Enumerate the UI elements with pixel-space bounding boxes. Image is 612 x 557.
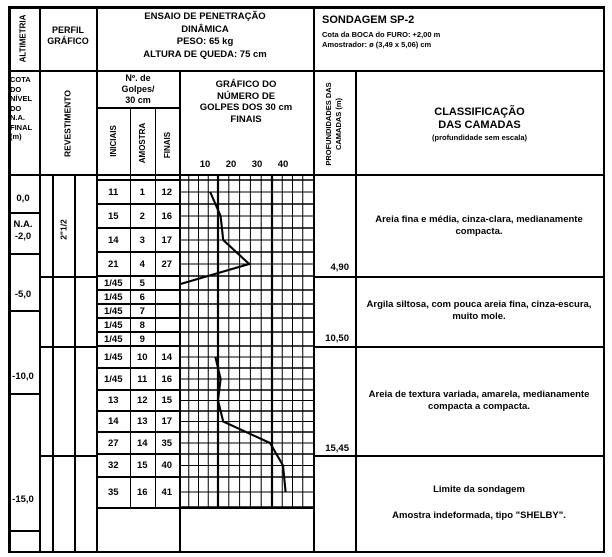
cell-finais-2: 16 bbox=[161, 210, 173, 222]
perfil-layer-line-2 bbox=[39, 455, 96, 457]
cell-iniciais-10: 1/45 bbox=[104, 351, 123, 363]
depth-scale-label-3: -5,0 bbox=[14, 289, 32, 300]
cell-iniciais-11: 1/45 bbox=[104, 373, 123, 385]
cell-amostra-11: 11 bbox=[137, 373, 148, 385]
cell-iniciais-13: 14 bbox=[107, 416, 119, 427]
cell-amostra-5: 5 bbox=[139, 277, 145, 289]
profundidades-header-text: PROFUNDIDADES DAS CAMADAS (m) bbox=[324, 82, 343, 166]
subcol-iniciais-header: INICIAIS bbox=[108, 125, 118, 157]
cota-nivel-na-header: COTA DO NÍVEL DO N.A. FINAL (m) bbox=[10, 75, 33, 141]
border-hline-1 bbox=[8, 70, 605, 72]
border-vline-5 bbox=[355, 71, 357, 552]
cell-iniciais-15: 32 bbox=[107, 460, 119, 471]
chart-tick-30: 30 bbox=[251, 159, 263, 170]
altimetria-header: ALTIMETRIA bbox=[18, 14, 28, 63]
layer-depth-1: 4,90 bbox=[330, 262, 349, 273]
classificacao-subtitle: (profundidade sem escala) bbox=[431, 133, 528, 142]
cell-amostra-10: 10 bbox=[136, 351, 148, 363]
perfil-grafico-header: PERFIL GRÁFICO bbox=[47, 25, 89, 46]
perfil-layer-line-1 bbox=[39, 346, 96, 348]
layer-description-text: Argila siltosa, com pouca areia fina, cinza-escura, muito mole. bbox=[366, 299, 592, 322]
chart-tick-40: 40 bbox=[277, 159, 289, 170]
cell-finais-15: 40 bbox=[161, 460, 173, 471]
ensaio-penetracao-header: ENSAIO DE PENETRAÇÃO DINÂMICA PESO: 65 kg ALTURA DE QUEDA: 75 cm bbox=[143, 11, 267, 60]
perfil-layer-line-0 bbox=[39, 276, 96, 278]
layer-depth-2: 10,50 bbox=[325, 333, 349, 344]
inner-vline-1 bbox=[74, 175, 76, 552]
cell-iniciais-7: 1/45 bbox=[104, 305, 123, 317]
cell-iniciais-5: 1/45 bbox=[104, 277, 123, 289]
cell-finais-16: 41 bbox=[161, 486, 173, 498]
cota-divider-1 bbox=[8, 253, 39, 255]
layer-description-text-2: Amostra indeformada, tipo "SHELBY". bbox=[392, 509, 566, 521]
cell-amostra-8: 8 bbox=[139, 319, 145, 331]
cota-divider-2 bbox=[8, 310, 39, 312]
depth-scale-label-4: -10,0 bbox=[12, 371, 34, 382]
revestimento-header: REVESTIMENTO bbox=[62, 90, 72, 157]
cell-finais-6 bbox=[155, 290, 179, 304]
cell-iniciais-6: 1/45 bbox=[104, 291, 123, 303]
border-hline-0 bbox=[8, 6, 605, 9]
layer-description-text: Limite da sondagem bbox=[433, 483, 525, 495]
cell-finais-4: 27 bbox=[161, 258, 173, 270]
golpes-group-header: Nº. de Golpes/ 30 cm bbox=[121, 73, 155, 105]
subcol-amostra-header: AMOSTRA bbox=[137, 122, 147, 164]
depth-scale-label-2: -2,0 bbox=[14, 231, 32, 242]
cell-finais-11: 16 bbox=[161, 373, 173, 385]
cell-amostra-4: 4 bbox=[139, 258, 145, 270]
cell-amostra-13: 13 bbox=[136, 416, 148, 427]
layer-description-text: Areia fina e média, cinza-clara, medianamente compacta. bbox=[375, 213, 583, 237]
cell-iniciais-4: 21 bbox=[107, 258, 119, 270]
cell-amostra-12: 12 bbox=[136, 395, 148, 406]
sondagem-block bbox=[322, 14, 592, 49]
cell-finais-12: 15 bbox=[161, 395, 173, 406]
cell-iniciais-14: 27 bbox=[107, 437, 119, 449]
inner-vline-0 bbox=[52, 175, 54, 552]
cell-iniciais-8: 1/45 bbox=[104, 319, 123, 331]
grafico-header: GRÁFICO DO NÚMERO DE GOLPES DOS 30 cm FINAIS bbox=[199, 79, 293, 125]
cell-iniciais-3: 14 bbox=[107, 234, 119, 246]
chart-tick-10: 10 bbox=[199, 159, 211, 170]
border-vline-6 bbox=[603, 6, 606, 552]
layer-depth-3: 15,45 bbox=[325, 443, 349, 454]
cell-finais-9 bbox=[155, 332, 179, 346]
cell-finais-10: 14 bbox=[161, 351, 173, 363]
subcol-finais-header: FINAIS bbox=[162, 131, 172, 159]
cell-iniciais-16: 35 bbox=[107, 486, 119, 498]
cell-finais-3: 17 bbox=[161, 234, 173, 246]
cell-finais-13: 17 bbox=[161, 416, 173, 427]
cell-finais-14: 35 bbox=[161, 437, 173, 449]
classificacao-title: CLASSIFICAÇÃO DAS CAMADAS bbox=[434, 106, 525, 131]
cell-amostra-6: 6 bbox=[139, 291, 145, 303]
depth-scale-label-0: 0,0 bbox=[16, 193, 30, 204]
cell-amostra-16: 16 bbox=[136, 486, 148, 498]
cell-amostra-7: 7 bbox=[139, 305, 145, 317]
layer-description-1 bbox=[358, 175, 600, 276]
classificacao-header bbox=[356, 106, 603, 143]
cell-finais-1: 12 bbox=[161, 186, 173, 198]
cell-amostra-9: 9 bbox=[139, 333, 145, 345]
cell-iniciais-12: 13 bbox=[107, 395, 119, 406]
border-hline-4 bbox=[8, 551, 605, 554]
border-vline-0 bbox=[8, 6, 11, 552]
cell-finais-7 bbox=[155, 304, 179, 318]
sondagem-title: SONDAGEM SP-2 bbox=[322, 14, 415, 26]
cell-iniciais-1: 11 bbox=[108, 186, 119, 198]
cell-finais-8 bbox=[155, 318, 179, 332]
cell-amostra-15: 15 bbox=[136, 460, 148, 471]
cota-divider-0 bbox=[8, 212, 39, 214]
cota-divider-3 bbox=[8, 393, 39, 395]
depth-scale-label-5: -15,0 bbox=[12, 494, 34, 505]
cota-divider-4 bbox=[8, 530, 39, 532]
border-vline-1 bbox=[39, 6, 41, 552]
layer-description-3 bbox=[358, 346, 600, 455]
depth-scale-label-1: N.A. bbox=[13, 219, 33, 230]
cell-amostra-14: 14 bbox=[136, 437, 148, 449]
blow-count-chart bbox=[179, 175, 313, 507]
layer-description-text: Areia de textura variada, amarela, medianamente compacta a compacta. bbox=[368, 388, 590, 412]
profundidades-header bbox=[323, 69, 345, 179]
revestimento-diameter-value: 2"1/2 bbox=[58, 219, 68, 240]
cell-amostra-1: 1 bbox=[139, 186, 145, 198]
layer-description-4 bbox=[358, 455, 600, 550]
cota-boca-furo: Cota da BOCA do FURO: +2,00 m bbox=[322, 30, 441, 39]
cell-iniciais-9: 1/45 bbox=[104, 333, 123, 345]
cell-amostra-3: 3 bbox=[139, 234, 145, 246]
cell-amostra-2: 2 bbox=[139, 210, 145, 222]
border-hline-3 bbox=[97, 107, 179, 109]
cell-iniciais-2: 15 bbox=[107, 210, 119, 222]
cell-finais-5 bbox=[155, 276, 179, 290]
chart-tick-20: 20 bbox=[225, 159, 237, 170]
layer-description-2 bbox=[358, 276, 600, 346]
amostrador-info: Amostrador: ø (3,49 x 5,06) cm bbox=[322, 39, 432, 49]
